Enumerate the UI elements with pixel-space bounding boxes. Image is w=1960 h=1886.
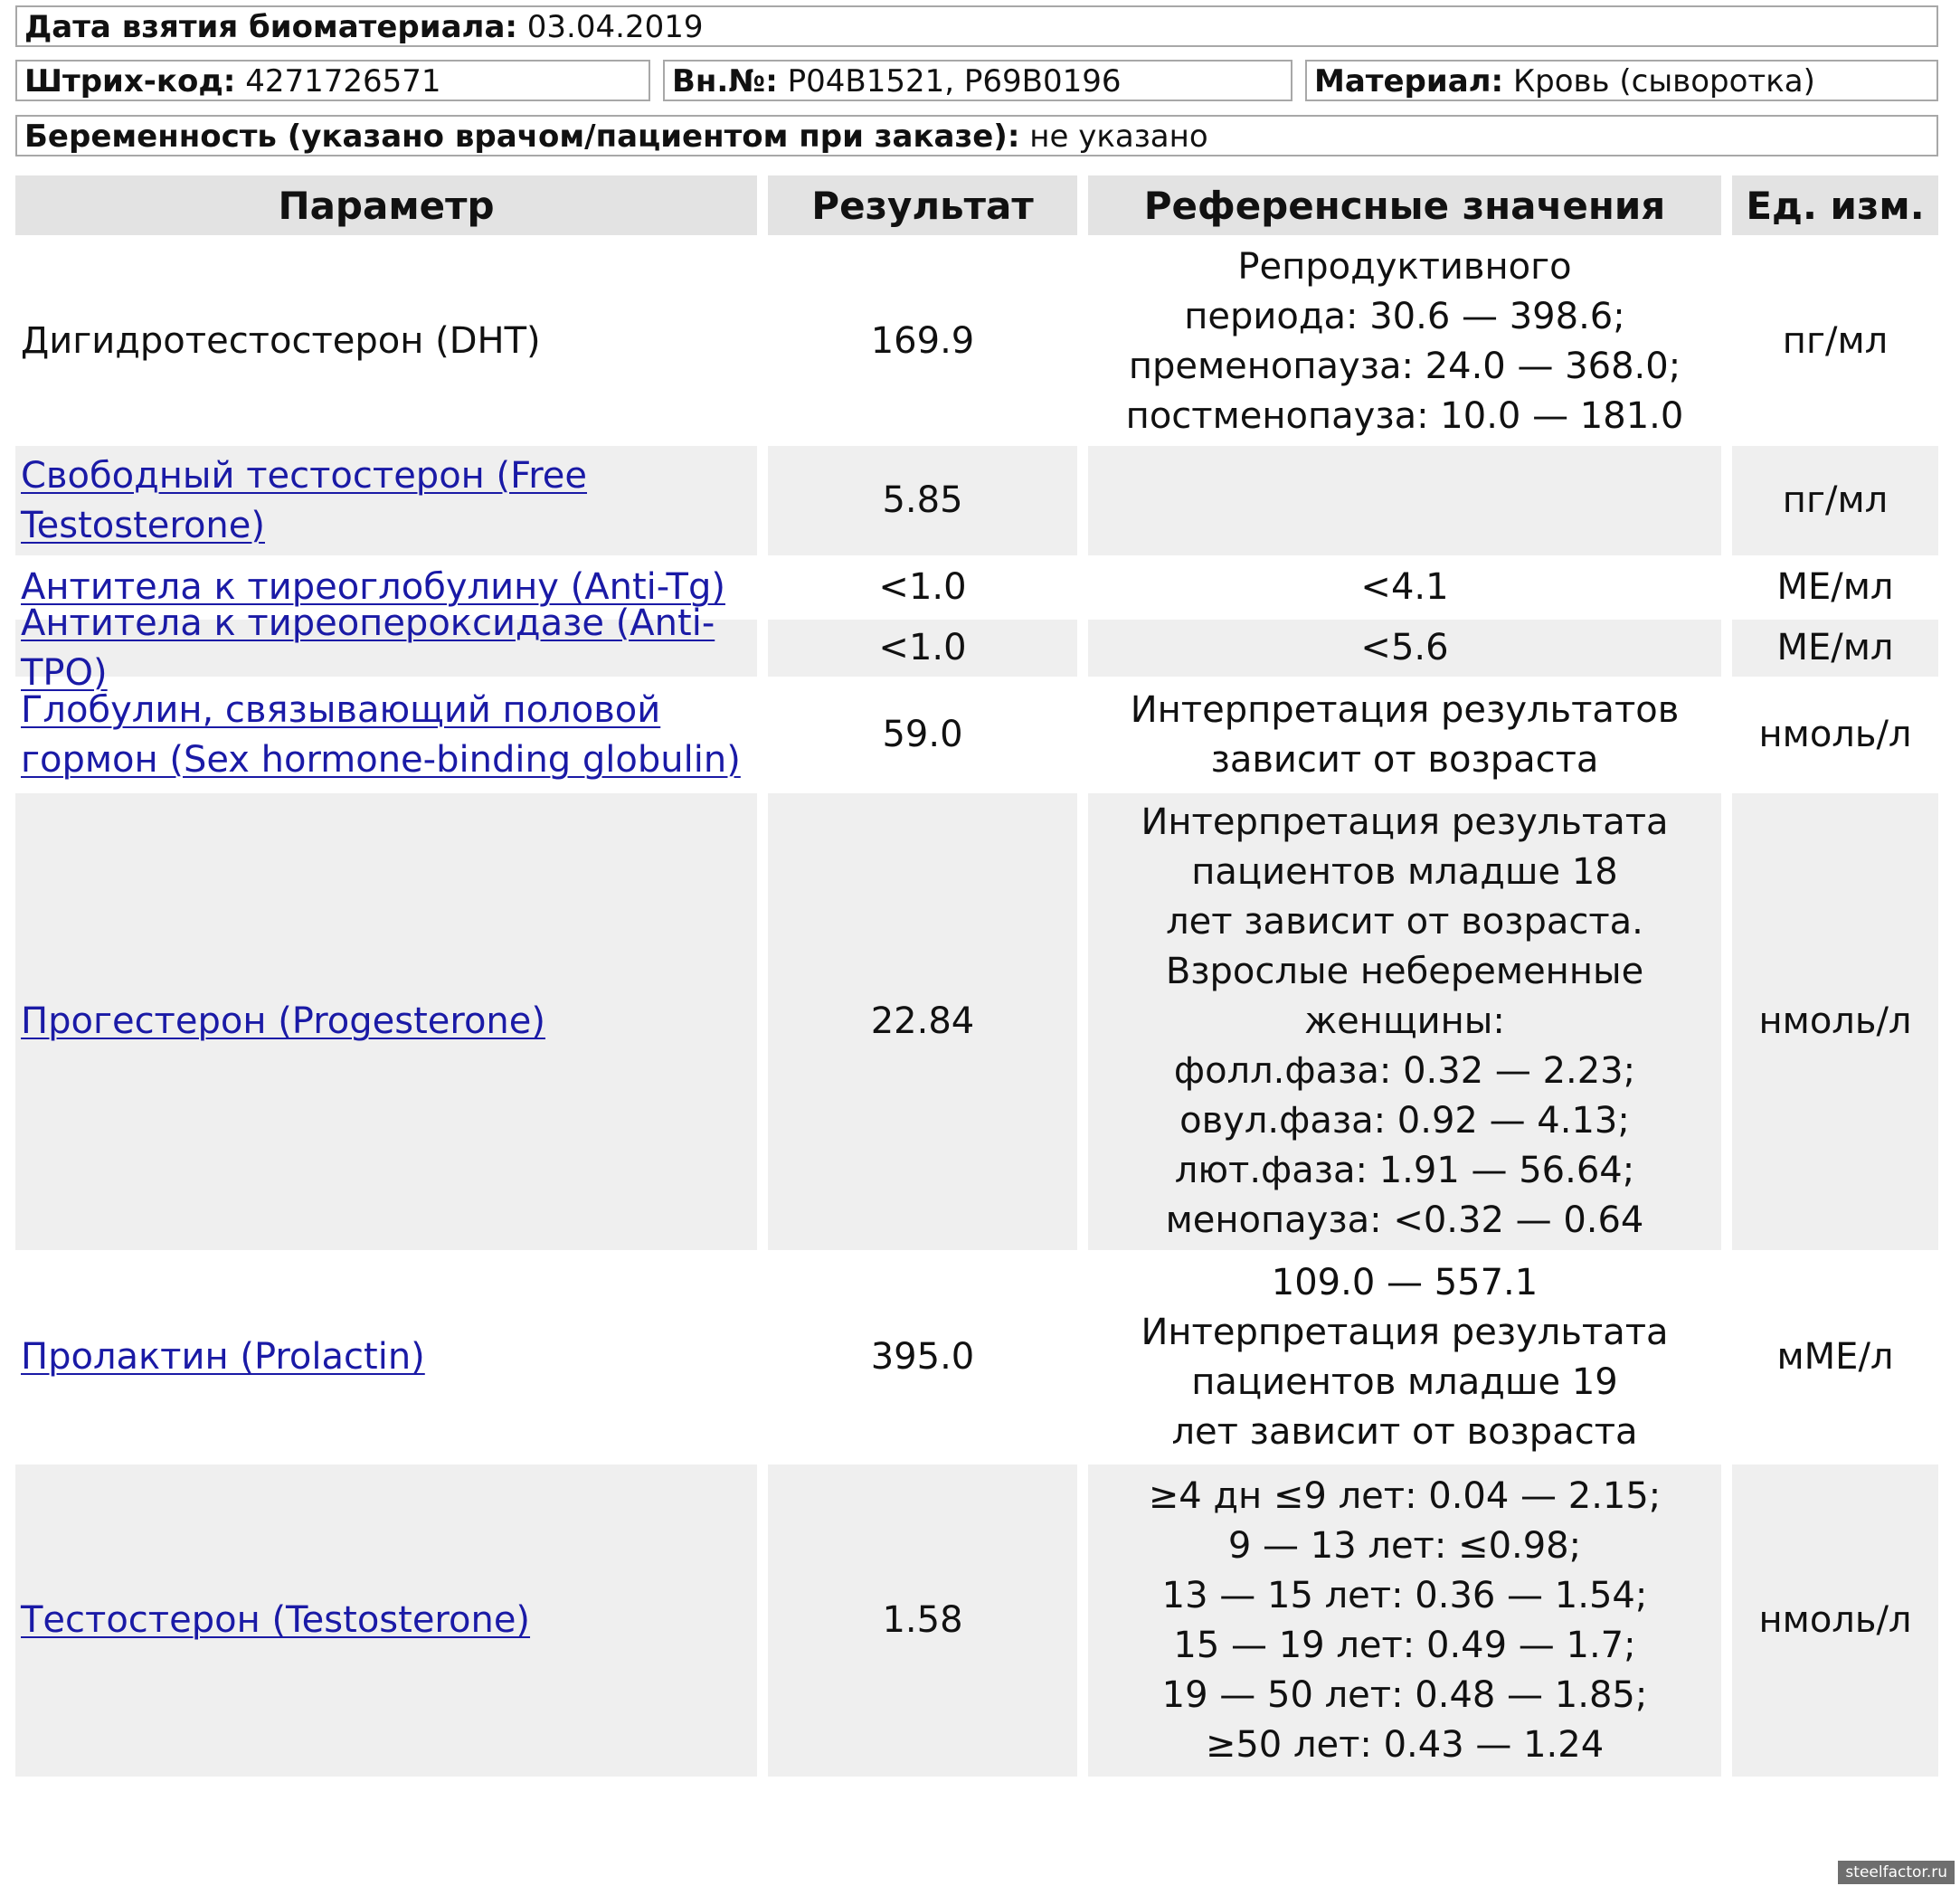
parameter-cell [15, 241, 757, 442]
barcode-label: Штрих-код: [24, 63, 236, 100]
table-row-testosterone [15, 1464, 1938, 1777]
result-cell: <1.0 [878, 566, 967, 608]
result-cell: 169.9 [870, 320, 975, 362]
parameter-link-anti-tpo[interactable]: Антитела к тиреопероксидазе (Anti-TPO) [21, 602, 715, 694]
parameter-cell [15, 1464, 757, 1777]
material-value: Кровь (сыворотка) [1512, 63, 1815, 100]
parameter-link-anti-tg[interactable]: Антитела к тиреоглобулину (Anti-Tg) [21, 566, 725, 608]
table-row-progesterone [15, 793, 1938, 1250]
reference-cell: Интерпретация результата пациентов младше 18 лет зависит от возраста. Взрослые небеременные женщины: фолл.фаза: 0.32 — 2.23; овул.фаза: 0.92 — 4.13; лют.фаза: 1.91 — 56.64; менопауза: <0.32 — 0.64 [1088, 793, 1721, 1250]
table-row-prolactin [15, 1254, 1938, 1461]
material-label: Материал: [1314, 63, 1504, 100]
reference-cell: Репродуктивного периода: 30.6 — 398.6; пременопауза: 24.0 — 368.0; постменопауза: 10.0 — 181.0 [1125, 245, 1684, 437]
result-cell: 5.85 [768, 446, 1077, 555]
unit-cell: нмоль/л [1758, 714, 1912, 755]
column-header-parameter: Параметр [15, 175, 757, 235]
reference-cell: <4.1 [1360, 566, 1449, 608]
unit-cell: пг/мл [1732, 446, 1938, 555]
reference-cell: ≥4 дн ≤9 лет: 0.04 — 2.15; 9 — 13 лет: ≤0.98; 13 — 15 лет: 0.36 — 1.54; 15 — 19 лет: 0.49 — 1.7; 19 — 50 лет: 0.48 — 1.85; ≥50 лет: 0.43 — 1.24 [1088, 1464, 1721, 1777]
parameter-cell [15, 1254, 757, 1461]
reference-cell: Интерпретация результатов зависит от возраста [1130, 688, 1680, 781]
parameter-link-testosterone[interactable]: Тестостерон (Testosterone) [21, 1599, 531, 1641]
unit-cell: МЕ/мл [1732, 620, 1938, 677]
collection-date-box [15, 5, 1938, 47]
internal-number-box [663, 60, 1292, 101]
parameter-link-progesterone[interactable]: Прогестерон (Progesterone) [21, 1000, 545, 1042]
unit-cell: нмоль/л [1732, 793, 1938, 1250]
parameter-cell [15, 446, 757, 555]
unit-cell: МЕ/мл [1776, 566, 1894, 608]
collection-date-value: 03.04.2019 [526, 9, 704, 45]
reference-cell: 109.0 — 557.1 Интерпретация результата пациентов младше 19 лет зависит от возраста [1141, 1261, 1669, 1453]
pregnancy-label: Беременность (указано врачом/пациентом при заказе): [24, 118, 1020, 155]
result-cell: 22.84 [768, 793, 1077, 1250]
internal-number-label: Вн.№: [672, 63, 778, 100]
column-header-reference: Референсные значения [1088, 175, 1721, 235]
pregnancy-value: не указано [1029, 118, 1208, 155]
barcode-value: 4271726571 [245, 63, 441, 100]
barcode-box [15, 60, 650, 101]
result-cell: 395.0 [870, 1336, 975, 1378]
unit-cell: мМЕ/л [1776, 1336, 1894, 1378]
table-row-dht [15, 241, 1938, 442]
reference-cell: <5.6 [1088, 620, 1721, 677]
parameter-link-prolactin[interactable]: Пролактин (Prolactin) [21, 1336, 425, 1378]
reference-cell [1088, 446, 1721, 555]
parameter-cell [15, 793, 757, 1250]
column-header-unit: Ед. изм. [1732, 175, 1938, 235]
material-box [1305, 60, 1938, 101]
result-cell: 59.0 [882, 714, 963, 755]
parameter-link-shbg[interactable]: Глобулин, связывающий половой гормон (Sex hormone-binding globulin) [21, 688, 741, 781]
collection-date-label: Дата взятия биоматериала: [24, 9, 517, 45]
unit-cell: нмоль/л [1732, 1464, 1938, 1777]
unit-cell: пг/мл [1782, 320, 1889, 362]
table-row-shbg [15, 680, 1938, 790]
column-header-result: Результат [768, 175, 1077, 235]
parameter-cell [15, 680, 757, 790]
watermark: steelfactor.ru [1838, 1861, 1955, 1884]
parameter-name: Дигидротестостерон (DHT) [21, 320, 541, 362]
pregnancy-box [15, 115, 1938, 156]
result-cell: <1.0 [768, 620, 1077, 677]
parameter-cell [15, 602, 757, 694]
parameter-link-free-testosterone[interactable]: Свободный тестостерон (Free Testosterone) [21, 454, 588, 546]
internal-number-value: P04B1521, P69B0196 [787, 63, 1122, 100]
result-cell: 1.58 [768, 1464, 1077, 1777]
table-header-row [15, 175, 1938, 235]
table-row-anti-tpo [15, 602, 1938, 694]
table-row-free-testosterone [15, 446, 1938, 555]
